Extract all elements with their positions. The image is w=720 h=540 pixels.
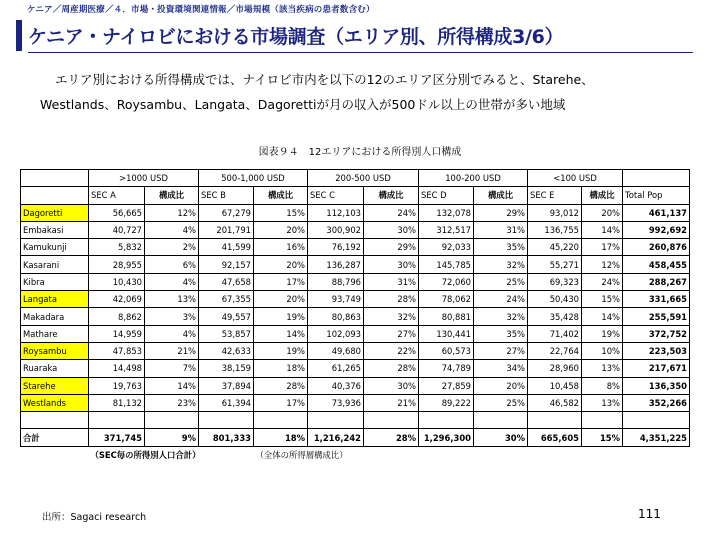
value-cell: 28,955 [89,256,145,273]
area-name: Kasarani [21,256,89,273]
value-cell: 31% [364,273,419,290]
value-cell: 19,763 [89,377,145,394]
value-cell: 49,557 [199,308,254,325]
value-cell: 20% [254,221,308,238]
value-cell: 24% [582,273,623,290]
value-cell: 14% [145,377,199,394]
value-cell: 47,658 [199,273,254,290]
value-cell: 136,755 [528,221,582,238]
area-name: Kibra [21,273,89,290]
table-row [21,377,690,394]
sub-header: SEC B [199,187,254,204]
spacer-cell [623,412,690,429]
value-cell: 49,680 [308,342,364,359]
value-cell: 13% [582,360,623,377]
value-cell: 41,599 [199,239,254,256]
page-title: ケニア・ナイロビにおける市場調査（エリア別、所得構成3/6） [28,26,564,48]
spacer-cell [145,412,199,429]
value-cell: 4% [145,325,199,342]
composition-note: （全体の所得層構成比） [255,449,348,460]
band-header-empty [623,170,690,187]
value-cell: 136,287 [308,256,364,273]
total-cell: 1,216,242 [308,429,364,446]
value-cell: 47,853 [89,342,145,359]
value-cell: 67,355 [199,291,254,308]
area-name: Roysambu [21,342,89,359]
value-cell: 13% [145,291,199,308]
spacer-cell [474,412,528,429]
value-cell: 53,857 [199,325,254,342]
table-row [21,325,690,342]
value-cell: 30% [364,221,419,238]
total-pop-cell: 217,671 [623,360,690,377]
value-cell: 27% [364,325,419,342]
value-cell: 10,458 [528,377,582,394]
value-cell: 20% [582,204,623,221]
area-name: Langata [21,291,89,308]
value-cell: 14,959 [89,325,145,342]
value-cell: 81,132 [89,394,145,411]
value-cell: 145,785 [419,256,474,273]
value-cell: 55,271 [528,256,582,273]
value-cell: 46,582 [528,394,582,411]
value-cell: 60,573 [419,342,474,359]
value-cell: 27% [474,342,528,359]
table-row [21,394,690,411]
spacer-row [21,412,690,429]
notes-empty [623,446,690,463]
sub-header: SEC C [308,187,364,204]
area-name: Dagoretti [21,204,89,221]
table-row [21,308,690,325]
value-cell: 19% [254,308,308,325]
area-name: Makadara [21,308,89,325]
table-row [21,273,690,290]
value-cell: 40,376 [308,377,364,394]
value-cell: 130,441 [419,325,474,342]
sub-header: 構成比 [474,187,528,204]
band-header: >1000 USD [89,170,199,187]
band-header: 100-200 USD [419,170,528,187]
value-cell: 61,394 [199,394,254,411]
notes-row [21,446,690,463]
corner-cell [21,170,89,187]
value-cell: 28% [364,291,419,308]
income-distribution-table [20,169,690,463]
area-name: Embakasi [21,221,89,238]
total-cell: 371,745 [89,429,145,446]
table-row [21,204,690,221]
value-cell: 17% [254,394,308,411]
value-cell: 92,033 [419,239,474,256]
total-pop-cell: 260,876 [623,239,690,256]
sub-header-row [21,187,690,204]
value-cell: 23% [145,394,199,411]
area-name: Kamukunji [21,239,89,256]
sub-header: Total Pop [623,187,690,204]
title-accent-bar [16,20,22,51]
value-cell: 32% [364,308,419,325]
figure-caption: 図表９４ 12エリアにおける所得別人口構成 [258,147,462,158]
value-cell: 45,220 [528,239,582,256]
spacer-cell [89,412,145,429]
value-cell: 28% [254,377,308,394]
notes-empty [474,446,528,463]
value-cell: 24% [364,204,419,221]
sub-header: SEC E [528,187,582,204]
total-pop-cell: 255,591 [623,308,690,325]
value-cell: 10% [582,342,623,359]
spacer-cell [364,412,419,429]
value-cell: 35% [474,325,528,342]
value-cell: 112,103 [308,204,364,221]
value-cell: 22% [364,342,419,359]
breadcrumb: ケニア／周産期医療／４．市場・投資環境関連情報／市場規模（該当疾病の患者数含む） [27,5,375,15]
value-cell: 15% [582,291,623,308]
table-row [21,221,690,238]
total-pop-cell: 223,503 [623,342,690,359]
page-number: 111 [638,507,661,521]
area-name: Mathare [21,325,89,342]
value-cell: 10,430 [89,273,145,290]
value-cell: 19% [254,342,308,359]
value-cell: 14,498 [89,360,145,377]
corner-cell [21,187,89,204]
value-cell: 21% [145,342,199,359]
value-cell: 25% [474,394,528,411]
total-pop-cell: 331,665 [623,291,690,308]
spacer-cell [21,412,89,429]
value-cell: 15% [254,204,308,221]
spacer-cell [528,412,582,429]
value-cell: 20% [254,291,308,308]
value-cell: 13% [582,394,623,411]
source-note: 出所：Sagaci research [42,512,147,523]
value-cell: 28% [364,360,419,377]
total-pop-cell: 458,455 [623,256,690,273]
value-cell: 32% [474,308,528,325]
lead-text-line-2: Westlands、Roysambu、Langata、Dagorettiが月の収入が500ドル以上の世帯が多い地域 [40,97,566,112]
area-name: Ruaraka [21,360,89,377]
total-cell: 28% [364,429,419,446]
value-cell: 73,936 [308,394,364,411]
value-cell: 80,863 [308,308,364,325]
value-cell: 19% [582,325,623,342]
total-pop-cell: 461,137 [623,204,690,221]
value-cell: 8% [582,377,623,394]
band-header: 500-1,000 USD [199,170,308,187]
spacer-cell [308,412,364,429]
total-cell: 15% [582,429,623,446]
notes-empty [582,446,623,463]
value-cell: 72,060 [419,273,474,290]
total-cell: 1,296,300 [419,429,474,446]
table-row [21,239,690,256]
value-cell: 102,093 [308,325,364,342]
value-cell: 12% [582,256,623,273]
value-cell: 61,265 [308,360,364,377]
value-cell: 56,665 [89,204,145,221]
table-row [21,291,690,308]
value-cell: 69,323 [528,273,582,290]
lead-text-line-1: エリア別における所得構成では、ナイロビ市内を以下の12のエリア区分別でみると、Starehe、 [55,72,594,87]
spacer-cell [254,412,308,429]
value-cell: 40,727 [89,221,145,238]
sub-header: 構成比 [364,187,419,204]
value-cell: 30% [364,377,419,394]
value-cell: 93,012 [528,204,582,221]
band-header: 200-500 USD [308,170,419,187]
value-cell: 76,192 [308,239,364,256]
table-row [21,360,690,377]
total-cell: 801,333 [199,429,254,446]
total-cell: 30% [474,429,528,446]
spacer-cell [419,412,474,429]
value-cell: 300,902 [308,221,364,238]
total-pop-cell: 372,752 [623,325,690,342]
total-pop-cell: 136,350 [623,377,690,394]
sub-header: SEC D [419,187,474,204]
value-cell: 31% [474,221,528,238]
value-cell: 78,062 [419,291,474,308]
value-cell: 2% [145,239,199,256]
value-cell: 25% [474,273,528,290]
sub-header: 構成比 [145,187,199,204]
value-cell: 28,960 [528,360,582,377]
value-cell: 71,402 [528,325,582,342]
sub-header: 構成比 [254,187,308,204]
value-cell: 21% [364,394,419,411]
value-cell: 22,764 [528,342,582,359]
band-header-row [21,170,690,187]
total-pop-cell: 288,267 [623,273,690,290]
notes-empty [528,446,582,463]
total-pop-cell: 992,692 [623,221,690,238]
value-cell: 4% [145,221,199,238]
value-cell: 27,859 [419,377,474,394]
value-cell: 38,159 [199,360,254,377]
spacer-cell [199,412,254,429]
sub-header: 構成比 [582,187,623,204]
value-cell: 35,428 [528,308,582,325]
value-cell: 50,430 [528,291,582,308]
total-row [21,429,690,446]
notes-empty [419,446,474,463]
value-cell: 18% [254,360,308,377]
notes-empty [21,446,89,463]
value-cell: 201,791 [199,221,254,238]
value-cell: 14% [254,325,308,342]
total-cell: 665,605 [528,429,582,446]
value-cell: 132,078 [419,204,474,221]
value-cell: 37,894 [199,377,254,394]
spacer-cell [582,412,623,429]
value-cell: 20% [474,377,528,394]
value-cell: 312,517 [419,221,474,238]
value-cell: 5,832 [89,239,145,256]
value-cell: 16% [254,239,308,256]
value-cell: 12% [145,204,199,221]
value-cell: 29% [474,204,528,221]
value-cell: 14% [582,308,623,325]
value-cell: 42,633 [199,342,254,359]
table-row [21,342,690,359]
value-cell: 29% [364,239,419,256]
value-cell: 74,789 [419,360,474,377]
title-divider [28,52,693,53]
total-cell: 18% [254,429,308,446]
value-cell: 24% [474,291,528,308]
sub-header: SEC A [89,187,145,204]
value-cell: 93,749 [308,291,364,308]
total-cell: 9% [145,429,199,446]
total-cell: 4,351,225 [623,429,690,446]
value-cell: 17% [582,239,623,256]
value-cell: 20% [254,256,308,273]
value-cell: 35% [474,239,528,256]
sec-total-note: （SEC毎の所得別人口合計） [90,449,201,460]
table-row [21,256,690,273]
value-cell: 17% [254,273,308,290]
value-cell: 67,279 [199,204,254,221]
value-cell: 32% [474,256,528,273]
value-cell: 3% [145,308,199,325]
value-cell: 80,881 [419,308,474,325]
area-name: Starehe [21,377,89,394]
value-cell: 14% [582,221,623,238]
total-pop-cell: 352,266 [623,394,690,411]
value-cell: 89,222 [419,394,474,411]
total-label: 合計 [21,429,89,446]
value-cell: 4% [145,273,199,290]
area-name: Westlands [21,394,89,411]
band-header: <100 USD [528,170,623,187]
value-cell: 34% [474,360,528,377]
value-cell: 92,157 [199,256,254,273]
value-cell: 8,862 [89,308,145,325]
value-cell: 42,069 [89,291,145,308]
value-cell: 6% [145,256,199,273]
value-cell: 88,796 [308,273,364,290]
value-cell: 30% [364,256,419,273]
value-cell: 7% [145,360,199,377]
